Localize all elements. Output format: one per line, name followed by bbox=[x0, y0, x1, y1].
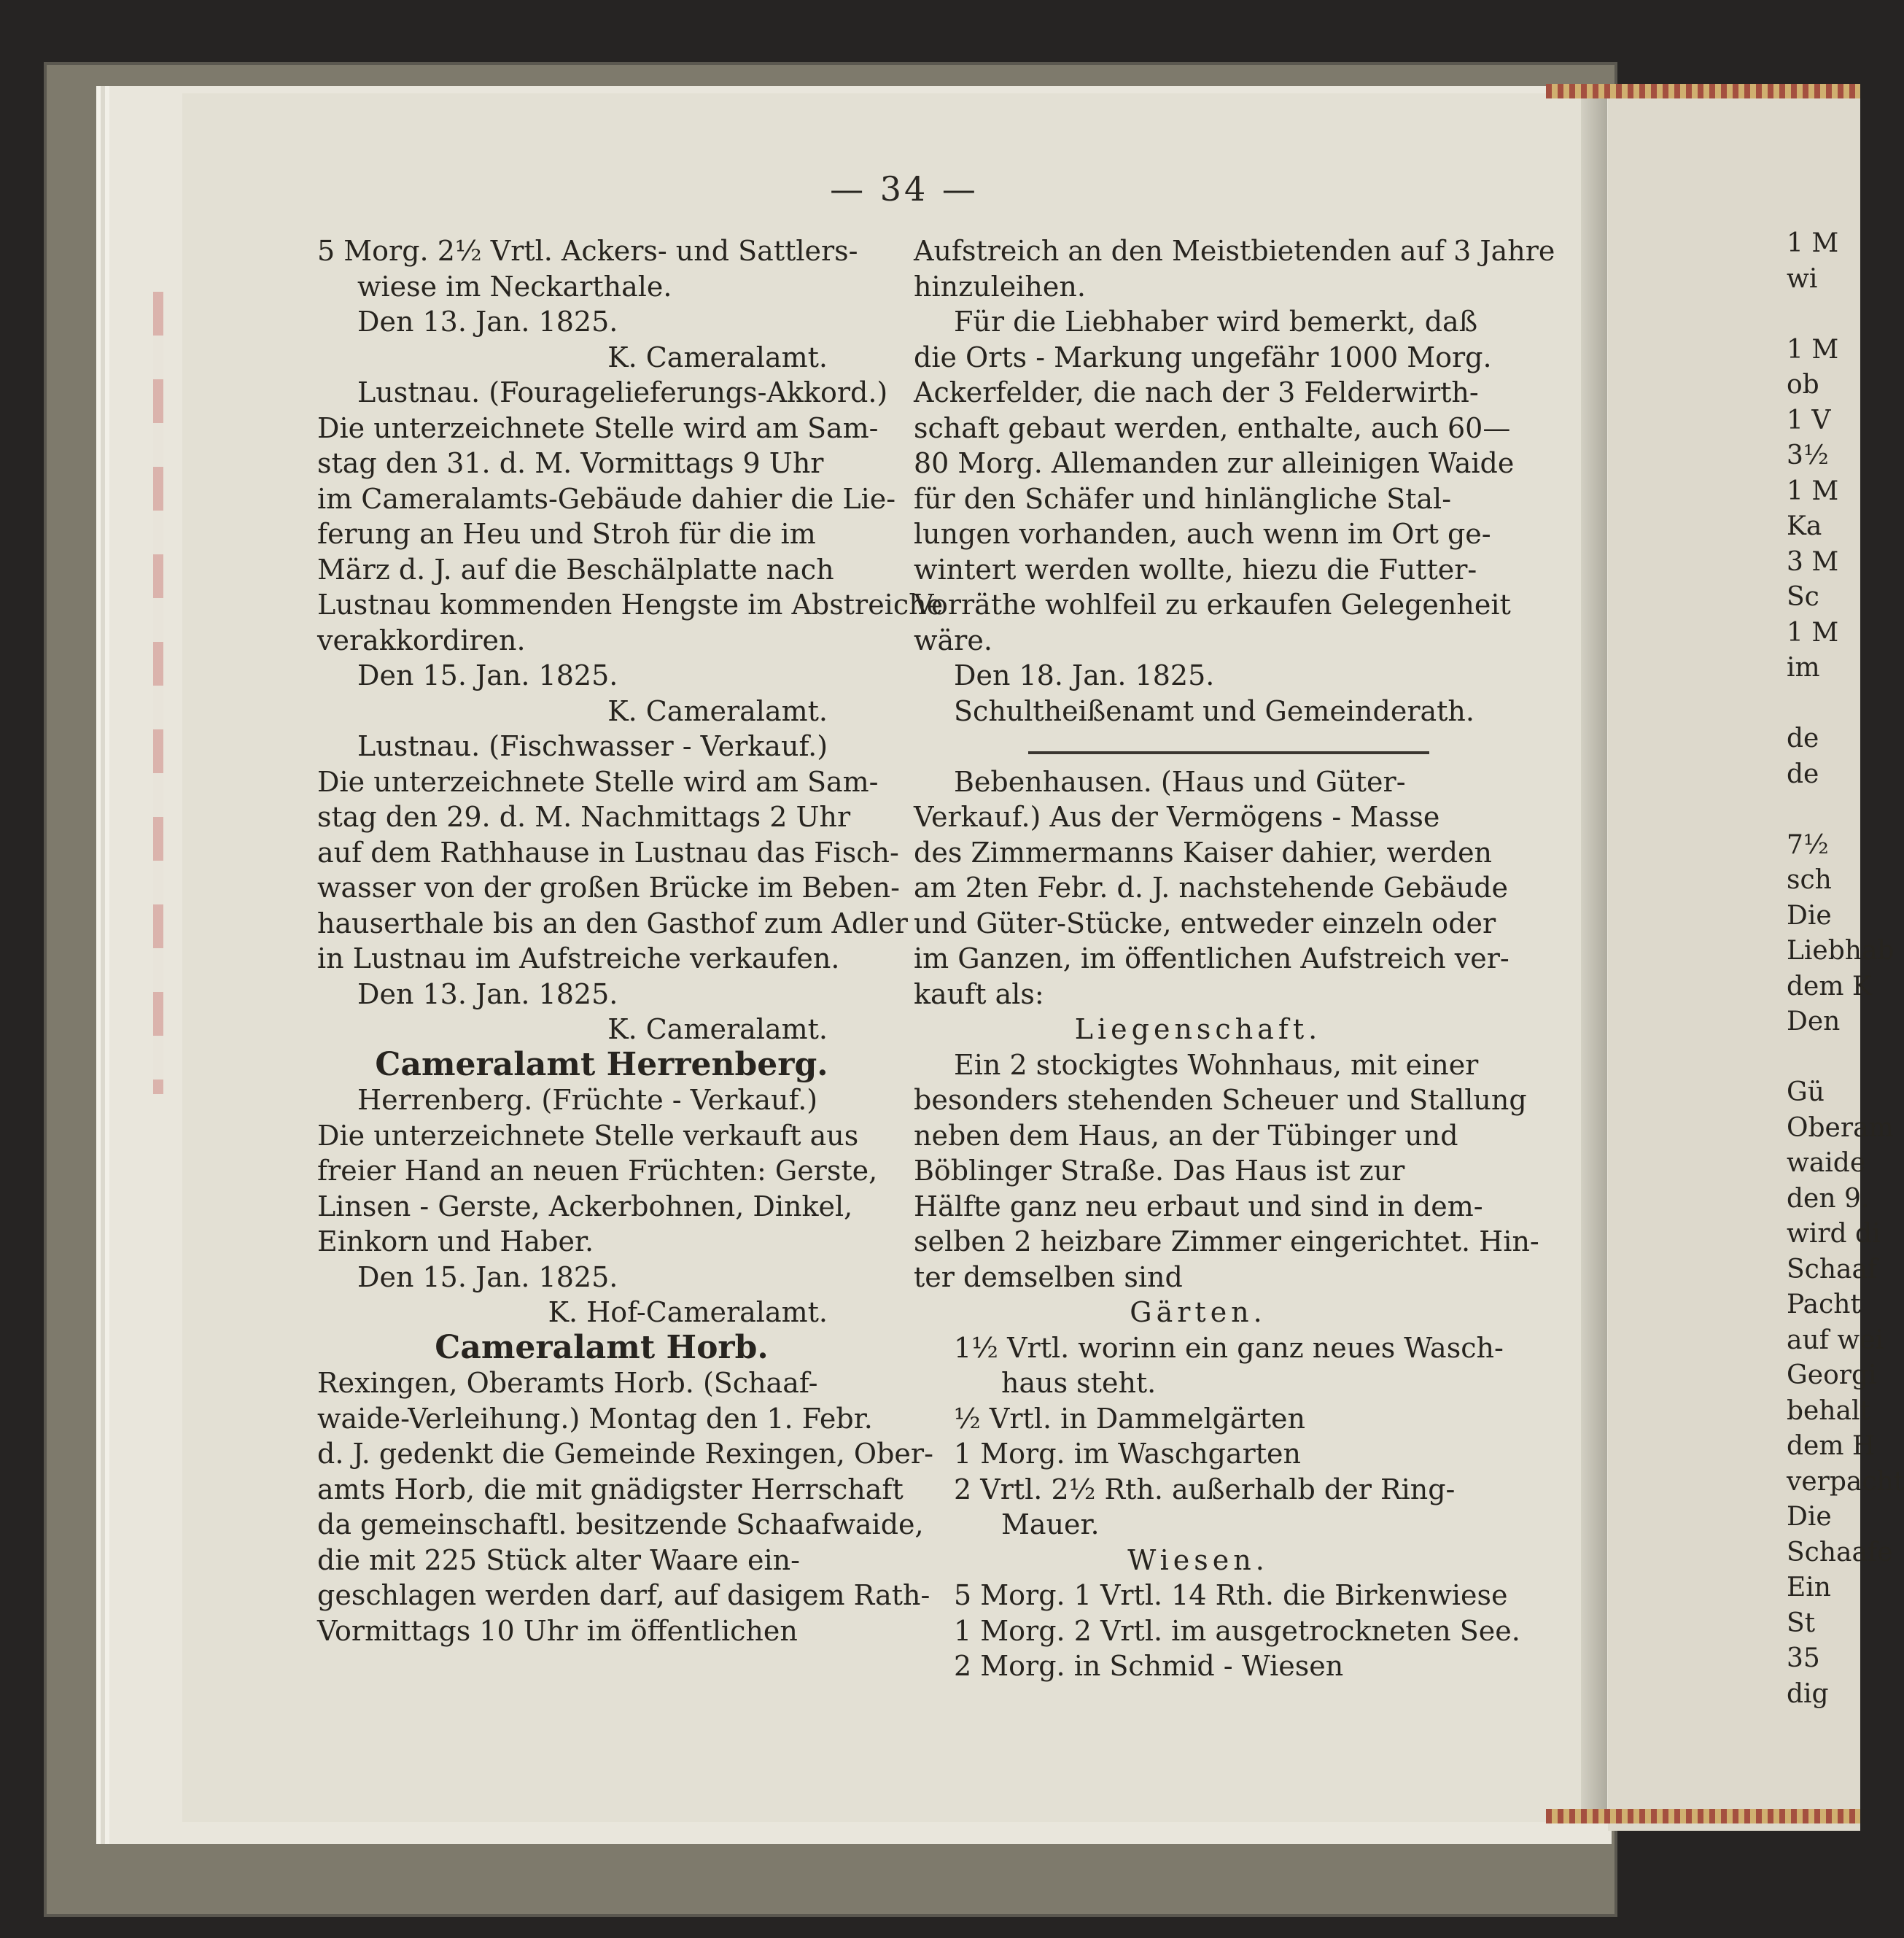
date-line: Den 15. Jan. 1825. bbox=[357, 1260, 618, 1293]
text-line bbox=[1787, 686, 1867, 722]
text-line: wasser von der großen Brücke im Beben- bbox=[317, 872, 900, 904]
text-line: wird di bbox=[1787, 1219, 1881, 1249]
list-item: haus steht. bbox=[1001, 1367, 1157, 1399]
text-line: Verkauf.) Aus der Vermögens - Masse bbox=[914, 801, 1440, 833]
text-line: St bbox=[1787, 1608, 1816, 1638]
text-line: Die unterzeichnete Stelle wird am Sam- bbox=[317, 411, 879, 444]
left-column bbox=[317, 233, 944, 1648]
text-line: amts Horb, die mit gnädigster Herrschaft bbox=[317, 1473, 904, 1505]
text-line: März d. J. auf die Beschälplatte nach bbox=[317, 553, 834, 586]
notice-heading: Lustnau. (Fouragelieferungs-Akkord.) bbox=[357, 376, 888, 408]
signature-line: K. Cameralamt. bbox=[607, 1013, 828, 1045]
text-line bbox=[914, 729, 1483, 764]
text-line: Vorräthe wohlfeil zu erkaufen Gelegenheit bbox=[914, 589, 1511, 621]
notice-heading: Herrenberg. (Früchte - Verkauf.) bbox=[357, 1084, 818, 1116]
text-line: Pacht bbox=[1787, 1290, 1861, 1319]
text-line: Die unterzeichnete Stelle wird am Sam- bbox=[317, 765, 879, 798]
text-line: hauserthale bis an den Gasthof zum Adler bbox=[317, 907, 908, 939]
text-line: dem K bbox=[1787, 971, 1872, 1001]
list-item: 1 Morg. im Waschgarten bbox=[954, 1438, 1302, 1470]
text-line: Schaaf bbox=[1787, 1254, 1878, 1284]
text-line: ferung an Heu und Stroh für die im bbox=[317, 518, 816, 550]
text-line: in Lustnau im Aufstreiche verkaufen. bbox=[317, 942, 840, 974]
text-line: sch bbox=[1787, 865, 1832, 895]
text-line: Hälfte ganz neu erbaut und sind in dem- bbox=[914, 1190, 1483, 1222]
text-line: 3½ bbox=[1787, 441, 1829, 470]
text-line: geschlagen werden darf, auf dasigem Rath- bbox=[317, 1579, 930, 1611]
text-line: stag den 31. d. M. Vormittags 9 Uhr bbox=[317, 447, 824, 479]
headband-bottom bbox=[1546, 1809, 1860, 1823]
text-line: des Zimmermanns Kaiser dahier, werden bbox=[914, 836, 1493, 869]
text-line: den 9. bbox=[1787, 1183, 1870, 1214]
list-item: ½ Vrtl. in Dammelgärten bbox=[954, 1402, 1306, 1435]
text-line: verpacht bbox=[1787, 1466, 1904, 1497]
text-line: und Güter-Stücke, entweder einzeln oder bbox=[914, 907, 1496, 939]
text-line: Böblinger Straße. Das Haus ist zur bbox=[914, 1155, 1405, 1187]
text-line: freier Hand an neuen Früchten: Gerste, bbox=[317, 1155, 878, 1187]
book-gutter bbox=[1581, 93, 1607, 1822]
text-line: Sc bbox=[1787, 582, 1819, 612]
text-line: auf dem Rathhause in Lustnau das Fisch- bbox=[317, 836, 899, 869]
signature-line: K. Hof-Cameralamt. bbox=[548, 1296, 828, 1328]
date-line: Den 13. Jan. 1825. bbox=[357, 977, 618, 1010]
subheading: Wiesen. bbox=[1127, 1543, 1269, 1576]
text-line: im bbox=[1787, 653, 1820, 683]
text-line: hinzuleihen. bbox=[914, 270, 1086, 303]
text-line: dem H bbox=[1787, 1431, 1876, 1461]
text-line: Ein 2 stockigtes Wohnhaus, mit einer bbox=[954, 1048, 1479, 1081]
text-line: Schaafe bbox=[1787, 1537, 1893, 1567]
text-line: Linsen - Gerste, Ackerbohnen, Dinkel, bbox=[317, 1190, 853, 1222]
signature-line: K. Cameralamt. bbox=[607, 341, 828, 373]
text-line: für den Schäfer und hinlängliche Stal- bbox=[914, 482, 1452, 515]
signature-line: K. Cameralamt. bbox=[607, 694, 828, 727]
text-line: Vormittags 10 Uhr im öffentlichen bbox=[317, 1614, 798, 1647]
text-line: wintert werden wollte, hiezu die Futter- bbox=[914, 553, 1477, 586]
text-line: Ackerfelder, die nach der 3 Felderwirth- bbox=[914, 376, 1479, 408]
text-line: Die unterzeichnete Stelle verkauft aus bbox=[317, 1119, 859, 1152]
date-line: Den 15. Jan. 1825. bbox=[357, 659, 618, 691]
text-line: waide bbox=[1787, 1148, 1866, 1178]
notice-heading: Bebenhausen. (Haus und Güter- bbox=[954, 765, 1406, 798]
list-item: 2 Morg. in Schmid - Wiesen bbox=[954, 1650, 1344, 1682]
text-line: Für die Liebhaber wird bemerkt, daß bbox=[954, 306, 1478, 338]
text-line: de bbox=[1787, 724, 1819, 753]
text-line: dig bbox=[1787, 1678, 1829, 1709]
text-line: Liebhab bbox=[1787, 936, 1895, 966]
text-line: Einkorn und Haber. bbox=[317, 1225, 594, 1257]
list-item: 2 Vrtl. 2½ Rth. außerhalb der Ring- bbox=[954, 1473, 1456, 1505]
text-line: wäre. bbox=[914, 624, 992, 656]
divider-rule bbox=[1028, 751, 1429, 754]
text-line: de bbox=[1787, 759, 1819, 789]
right-page-column bbox=[1787, 226, 1904, 1712]
text-line: ob bbox=[1787, 370, 1819, 400]
text-line: Lustnau kommenden Hengste im Abstreiche bbox=[317, 589, 944, 621]
text-line: im Ganzen, im öffentlichen Aufstreich ver- bbox=[914, 942, 1509, 974]
list-item: 1½ Vrtl. worinn ein ganz neues Wasch- bbox=[954, 1331, 1504, 1364]
signature-line: Schultheißenamt und Gemeinderath. bbox=[954, 694, 1474, 727]
text-line: 5 Morg. 2½ Vrtl. Ackers- und Sattlers- bbox=[317, 235, 858, 267]
notice-heading: Rexingen, Oberamts Horb. (Schaaf- bbox=[317, 1367, 818, 1399]
middle-column bbox=[914, 233, 1555, 1684]
notice-heading: Lustnau. (Fischwasser - Verkauf.) bbox=[357, 730, 828, 762]
text-line: 1 M bbox=[1787, 334, 1839, 365]
text-line: selben 2 heizbare Zimmer eingerichtet. Hin- bbox=[914, 1225, 1539, 1257]
text-line bbox=[1787, 297, 1867, 333]
section-heading: Cameralamt Horb. bbox=[435, 1328, 769, 1366]
text-line: Oberam bbox=[1787, 1112, 1894, 1143]
text-line: Ein bbox=[1787, 1573, 1831, 1602]
list-item: 1 Morg. 2 Vrtl. im ausgetrockneten See. bbox=[954, 1614, 1520, 1647]
text-line: behalt bbox=[1787, 1395, 1870, 1426]
text-line: 3 M bbox=[1787, 546, 1839, 577]
text-line: 35 bbox=[1787, 1643, 1820, 1673]
text-line: Die bbox=[1787, 1502, 1832, 1532]
text-line: neben dem Haus, an der Tübinger und bbox=[914, 1119, 1458, 1152]
text-line: besonders stehenden Scheuer und Stallung bbox=[914, 1084, 1527, 1116]
subheading: Liegenschaft. bbox=[1074, 1013, 1322, 1045]
date-line: Den 13. Jan. 1825. bbox=[357, 306, 618, 338]
text-line: verakkordiren. bbox=[317, 624, 526, 656]
text-line: 1 M bbox=[1787, 617, 1839, 648]
text-line: d. J. gedenkt die Gemeinde Rexingen, Ober- bbox=[317, 1438, 933, 1470]
subheading: Gärten. bbox=[1130, 1296, 1267, 1328]
headband-top bbox=[1546, 84, 1860, 98]
text-line: ter demselben sind bbox=[914, 1260, 1183, 1293]
text-line: Ka bbox=[1787, 511, 1822, 541]
text-line: die Orts - Markung ungefähr 1000 Morg. bbox=[914, 341, 1492, 373]
text-line: am 2ten Febr. d. J. nachstehende Gebäude bbox=[914, 872, 1509, 904]
text-line: stag den 29. d. M. Nachmittags 2 Uhr bbox=[317, 801, 851, 833]
text-line: Gü bbox=[1787, 1077, 1825, 1107]
text-line: 1 M bbox=[1787, 476, 1839, 506]
text-line: schaft gebaut werden, enthalte, auch 60— bbox=[914, 411, 1511, 444]
text-line: 7½ bbox=[1787, 829, 1829, 860]
section-heading: Cameralamt Herrenberg. bbox=[375, 1045, 828, 1083]
text-line: da gemeinschaftl. besitzende Schaafwaide, bbox=[317, 1508, 924, 1540]
page-edge-marks bbox=[153, 292, 163, 1094]
text-line: Die bbox=[1787, 900, 1832, 931]
text-line: wiese im Neckarthale. bbox=[357, 270, 672, 303]
text-line: waide-Verleihung.) Montag den 1. Febr. bbox=[317, 1402, 873, 1435]
text-line: 80 Morg. Allemanden zur alleinigen Waide bbox=[914, 447, 1515, 479]
text-line: Georgi bbox=[1787, 1360, 1877, 1390]
text-line: 1 M bbox=[1787, 228, 1839, 258]
text-line bbox=[1787, 792, 1867, 828]
list-item: 5 Morg. 1 Vrtl. 14 Rth. die Birkenwiese bbox=[954, 1579, 1508, 1611]
text-line: lungen vorhanden, auch wenn im Ort ge- bbox=[914, 518, 1491, 550]
list-item: Mauer. bbox=[1001, 1508, 1100, 1540]
text-line: auf wei bbox=[1787, 1325, 1884, 1355]
text-line: im Cameralamts-Gebäude dahier die Lie- bbox=[317, 482, 896, 515]
text-line: 1 V bbox=[1787, 405, 1831, 435]
text-line: die mit 225 Stück alter Waare ein- bbox=[317, 1543, 800, 1576]
date-line: Den 18. Jan. 1825. bbox=[954, 659, 1215, 691]
page-number: — 34 — bbox=[830, 169, 979, 209]
text-line: Aufstreich an den Meistbietenden auf 3 Jahre bbox=[914, 235, 1555, 267]
text-line: kauft als: bbox=[914, 977, 1044, 1010]
text-line: Den bbox=[1787, 1007, 1841, 1036]
text-line: wi bbox=[1787, 263, 1818, 294]
text-line bbox=[1787, 1040, 1867, 1076]
